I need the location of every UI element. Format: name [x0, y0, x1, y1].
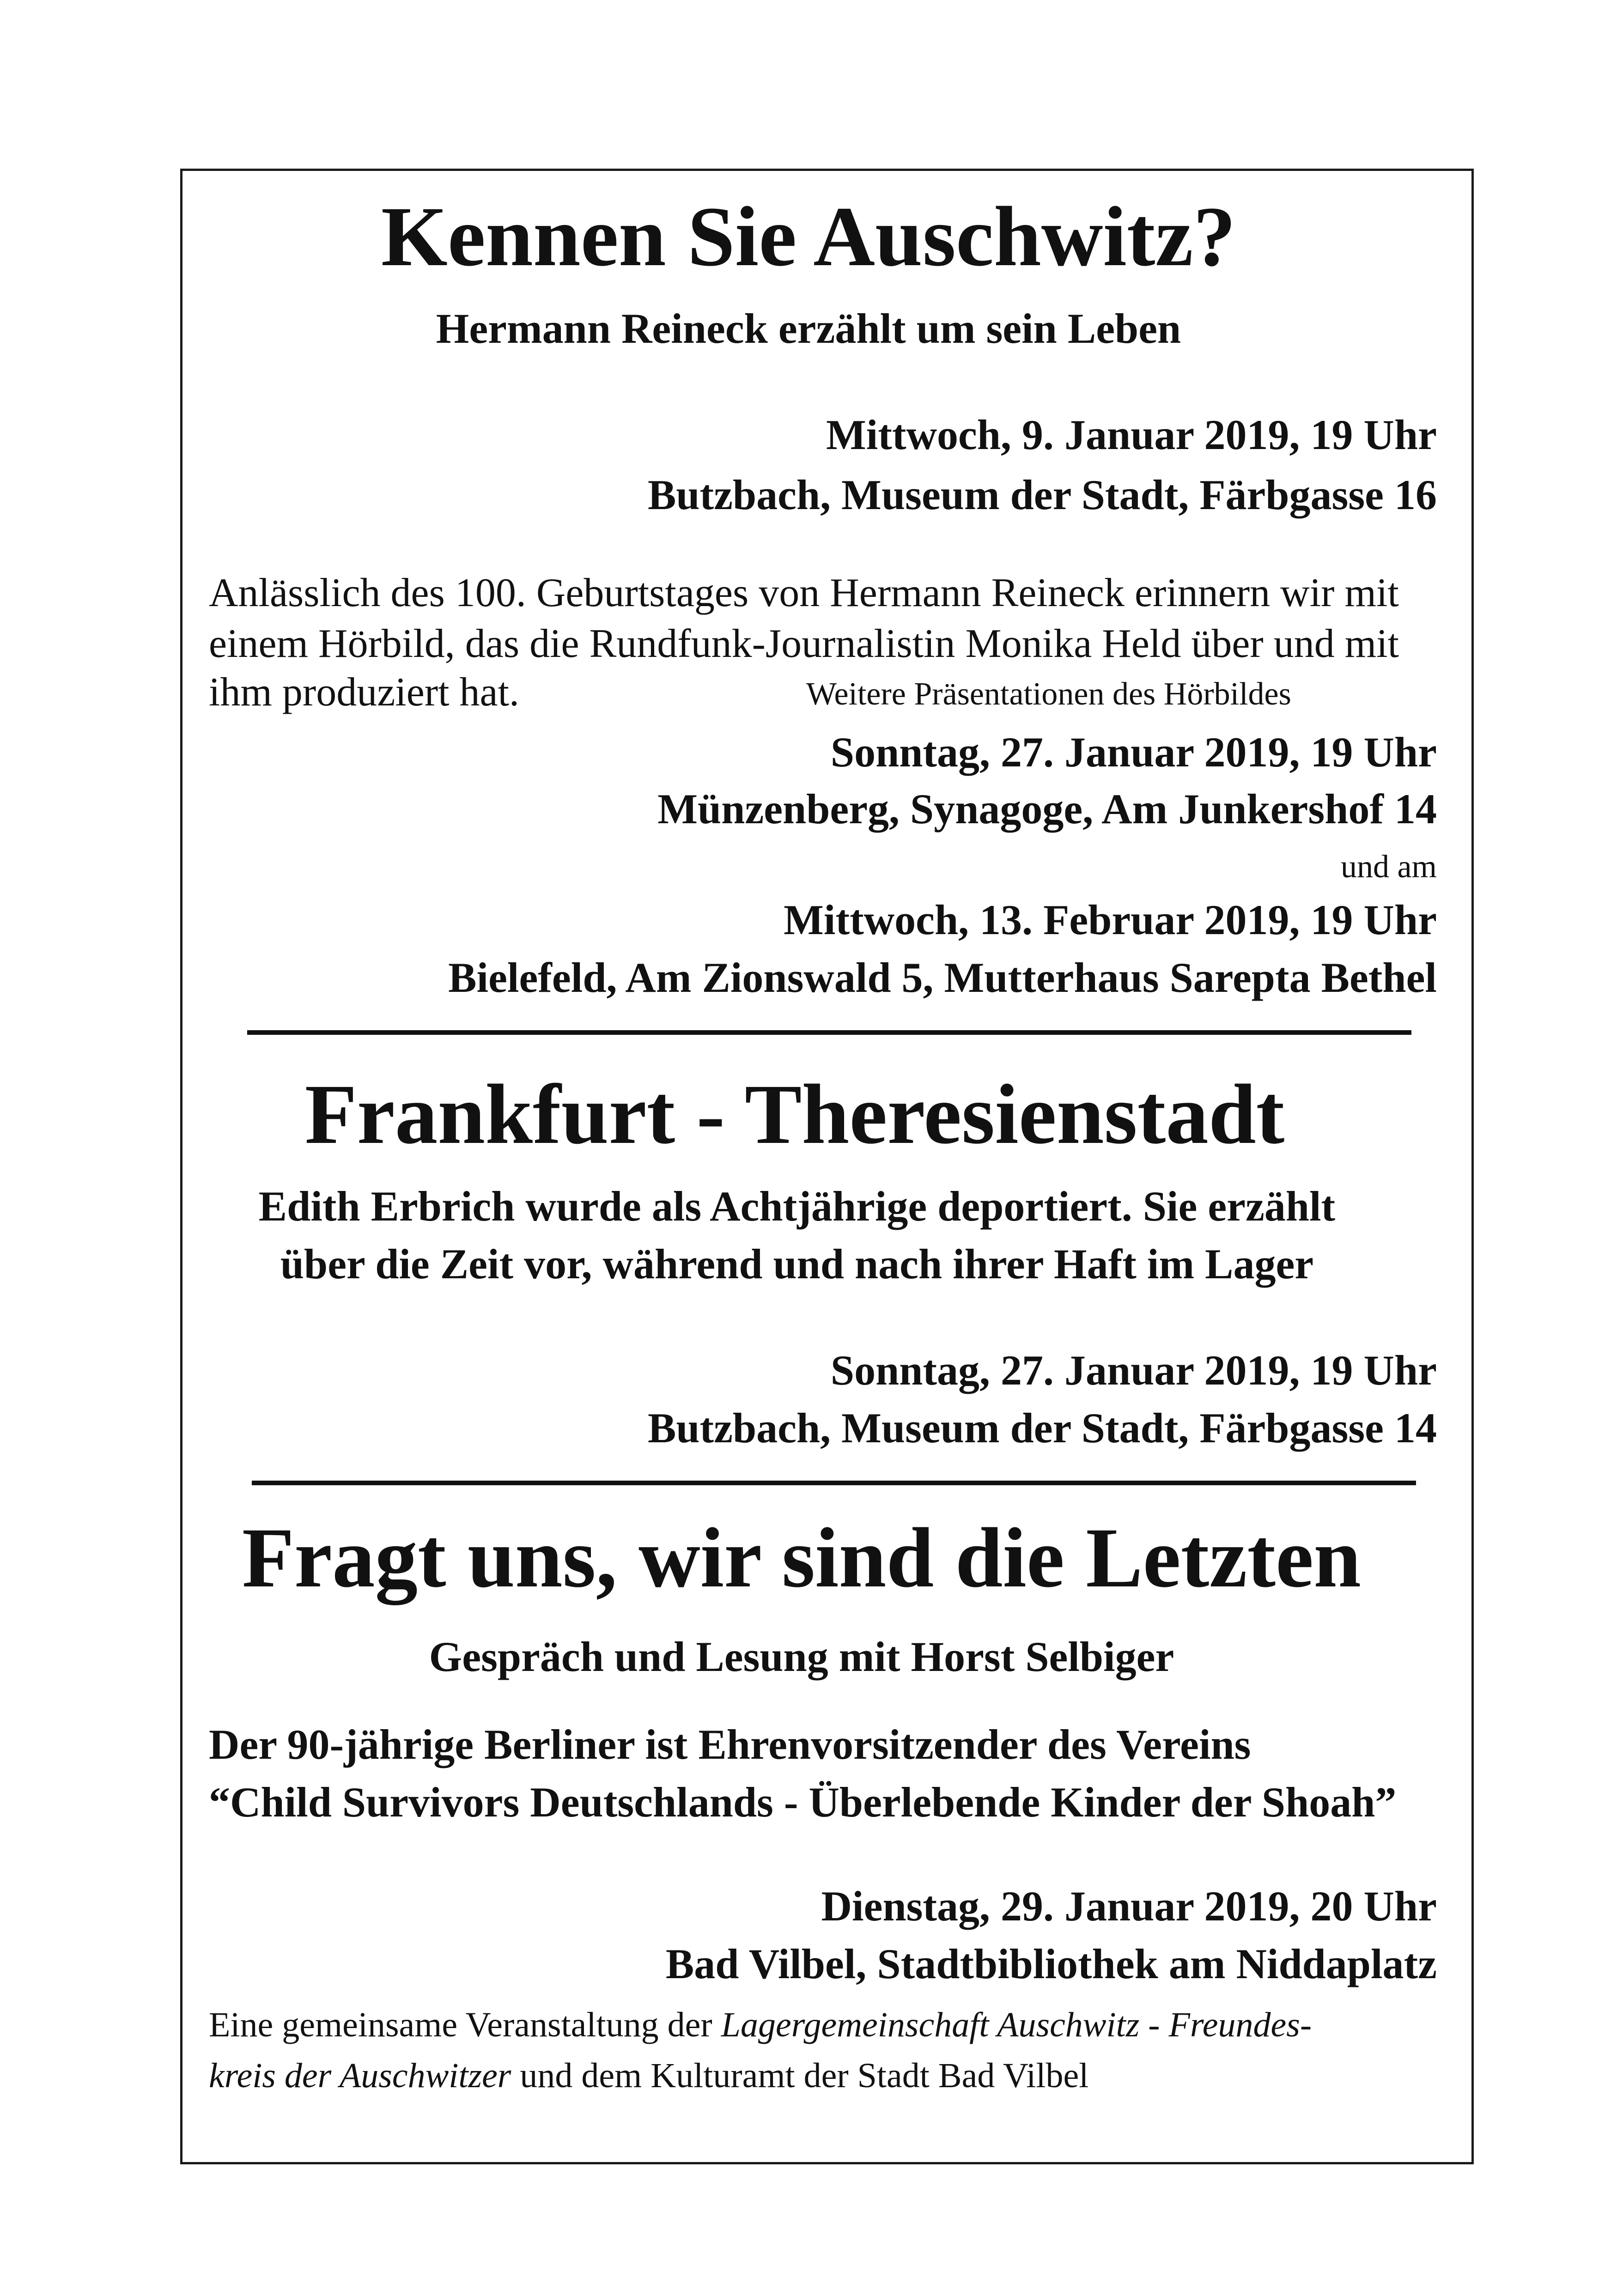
- footer-line-1: [209, 2007, 1312, 2042]
- section2-desc-line-1: Edith Erbrich wurde als Achtjährige deportiert. Sie erzählt: [258, 1183, 1336, 1230]
- divider-2: [252, 1481, 1416, 1485]
- section1-body-line-2: einem Hörbild, das die Rundfunk-Journalistin Monika Held über und mit: [209, 621, 1399, 666]
- footer-line-2-italic: kreis der Auschwitzer: [209, 2056, 511, 2095]
- section2-desc-line-2: über die Zeit vor, während und nach ihrer Haft im Lager: [280, 1240, 1314, 1288]
- section1-event-place: Butzbach, Museum der Stadt, Färbgasse 16: [647, 471, 1437, 518]
- section1-place-3: Bielefeld, Am Zionswald 5, Mutterhaus Sarepta Bethel: [448, 954, 1437, 1001]
- section1-title: Kennen Sie Auschwitz?: [381, 189, 1236, 284]
- section2-title: Frankfurt - Theresienstadt: [304, 1067, 1285, 1162]
- section1-and-label: und am: [1340, 849, 1437, 885]
- footer-line-2: [209, 2058, 1088, 2093]
- section1-place-2: Münzenberg, Synagoge, Am Junkershof 14: [657, 785, 1437, 832]
- divider-1: [247, 1030, 1411, 1035]
- document-frame: [180, 169, 1474, 2164]
- section3-event-date: Dienstag, 29. Januar 2019, 20 Uhr: [821, 1883, 1437, 1930]
- section1-event-date: Mittwoch, 9. Januar 2019, 19 Uhr: [826, 411, 1437, 458]
- section2-event-place: Butzbach, Museum der Stadt, Färbgasse 14: [647, 1404, 1437, 1452]
- footer-line-1-prefix: Eine gemeinsame Veranstaltung der: [209, 2005, 721, 2044]
- section1-date-3: Mittwoch, 13. Februar 2019, 19 Uhr: [784, 896, 1437, 943]
- section1-date-2: Sonntag, 27. Januar 2019, 19 Uhr: [830, 729, 1437, 776]
- section3-desc-line-1: Der 90-jährige Berliner ist Ehrenvorsitzender des Vereins: [209, 1721, 1251, 1768]
- section1-body-line-1: Anlässlich des 100. Geburtstages von Hermann Reineck erinnern wir mit: [209, 571, 1399, 615]
- section3-title: Fragt uns, wir sind die Letzten: [242, 1511, 1362, 1605]
- section3-subtitle: Gespräch und Lesung mit Horst Selbiger: [429, 1633, 1174, 1680]
- section3-desc-line-2: “Child Survivors Deutschlands - Überlebende Kinder der Shoah”: [209, 1779, 1397, 1826]
- footer-line-2-suffix: und dem Kulturamt der Stadt Bad Vilbel: [511, 2056, 1089, 2095]
- footer-line-1-italic: Lagergemeinschaft Auschwitz - Freundes-: [721, 2005, 1312, 2044]
- section2-event-date: Sonntag, 27. Januar 2019, 19 Uhr: [830, 1347, 1437, 1394]
- section3-event-place: Bad Vilbel, Stadtbibliothek am Niddaplatz: [665, 1940, 1437, 1987]
- section1-subtitle: Hermann Reineck erzählt um sein Leben: [436, 305, 1181, 352]
- section1-more-label: Weitere Präsentationen des Hörbildes: [806, 676, 1291, 712]
- section1-body-line-3: ihm produziert hat.: [209, 670, 520, 715]
